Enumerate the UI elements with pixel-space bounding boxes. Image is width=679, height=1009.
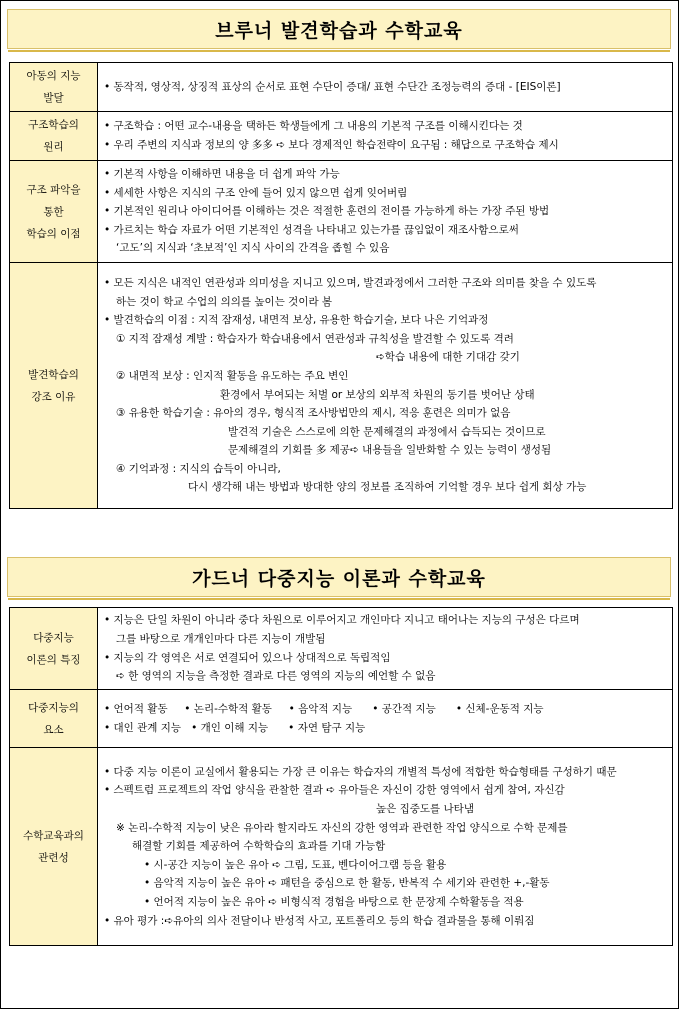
row-content [98,161,673,263]
row-label [10,263,98,509]
section1-title-underline [8,50,670,52]
row-label-line: 학습의 이점 [26,227,81,240]
content-line: • 가르치는 학습 자료가 어떤 기본적인 성격을 나타내고 있는가를 끊임없이 재조사함으로써 [104,223,519,236]
row-label-line: 구조 파악을 [26,183,81,196]
content-line: ① 지적 잠재성 계발 : 학습자가 학습내용에서 연관성과 규칙성을 발견할 수 있도록 격려 [116,332,514,345]
section2-title-underline [8,598,670,600]
content-line: • 동작적, 영상적, 상징적 표상의 순서로 표현 수단이 증대/ 표현 수단간 조정능력의 증대 - [EIS이론] [104,80,561,93]
content-line: ② 내면적 보상 : 인지적 활동을 유도하는 주요 변인 [116,369,349,382]
row-label-line: 원리 [43,141,64,153]
content-line: 하는 것이 학교 수업의 의의를 높이는 것이라 봄 [116,295,333,308]
row-label [10,161,98,263]
content-line: • 우리 주변의 지식과 정보의 양 多多 ➪ 보다 경제적인 학습전략이 요구됨 : 해답으로 구조학습 제시 [104,139,559,151]
table-row [10,748,673,946]
row-label-line: 통한 [43,205,64,218]
content-line: 문제해결의 기회를 多 제공➪ 내용들을 일반화할 수 있는 능력이 생성됨 [228,444,552,457]
content-line: ③ 유용한 학습기술 : 유아의 경우, 형식적 조사방법만의 제시, 적응 훈련은 의미가 없음 [116,407,511,420]
content-line: ➪학습 내용에 대한 기대감 갖기 [376,351,520,364]
row-label-line: 발견학습의 [28,368,79,381]
row-label-line: 관련성 [38,851,69,864]
table-row [10,608,673,690]
row-content [98,748,673,946]
table-row [10,63,673,112]
section1-title: 브루너 발견학습과 수학교육 [215,19,463,42]
content-line: • 시-공간 지능이 높은 유아 ➪ 그림, 도표, 벤다이어그램 등을 활용 [144,858,447,871]
row-label-line: 발달 [43,92,64,104]
content-line: • 유아 평가 :➪유아의 의사 전달이나 반성적 사고, 포트폴리오 등의 학습 결과물을 통해 이뤄짐 [104,914,535,927]
row-label-line: 강조 이유 [31,390,76,403]
content-line: ‘고도’의 지식과 ‘초보적’인 지식 사이의 간격을 좁힐 수 있음 [116,242,390,255]
row-content [98,263,673,509]
content-line: 환경에서 부여되는 처벌 or 보상의 외부적 차원의 동기를 벗어난 상태 [220,388,535,401]
content-line: • 지능은 단일 차원이 아니라 중다 차원으로 이루어지고 개인마다 지니고 태어나는 지능의 구성은 다르며 [104,614,580,627]
row-label [10,63,98,112]
content-line: • 모든 지식은 내적인 연관성과 의미성을 지니고 있으며, 발견과정에서 그러한 구조와 의미를 찾을 수 있도록 [104,276,597,289]
content-line: 발견적 기술은 스스로에 의한 문제해결의 과정에서 습득되는 것이므로 [228,425,546,438]
row-label-line: 요소 [43,723,64,736]
row-label [10,608,98,690]
content-line: ④ 기억과정 : 지식의 습득이 아니라, [116,462,281,475]
content-line: • 언어적 활동 • 논리-수학적 활동 • 음악적 지능 • 공간적 지능 • 신체-운동적 지능 [104,702,544,715]
content-line: 높은 집중도를 나타냄 [376,803,474,816]
content-line: • 지능의 각 영역은 서로 연결되어 있으나 상대적으로 독립적임 [104,651,391,664]
row-label [10,690,98,748]
table-row [10,161,673,263]
section1-table [9,62,673,509]
row-content [98,112,673,161]
content-line: 그를 바탕으로 개개인마다 다른 지능이 개발됨 [116,632,326,645]
table-row [10,690,673,748]
section2-title-box [7,557,671,597]
row-label [10,112,98,161]
content-line: 해결할 기회를 제공하여 수학학습의 효과를 기대 가능함 [132,840,386,853]
table-row [10,112,673,161]
section2-title: 가드너 다중지능 이론과 수학교육 [192,567,486,590]
row-content [98,608,673,690]
content-line: ※ 논리-수학적 지능이 낮은 유아라 할지라도 자신의 강한 영역과 관련한 작업 양식으로 수학 문제를 [116,821,568,834]
content-line: • 언어적 지능이 높은 유아 ➪ 비형식적 경험을 바탕으로 한 문장제 수학활동을 적용 [144,895,524,908]
row-label-line: 수학교육과의 [23,829,84,842]
row-label [10,748,98,946]
row-content [98,690,673,748]
content-line: ➪ 한 영역의 지능을 측정한 결과로 다른 영역의 지능의 예언할 수 없음 [116,670,436,683]
content-line: • 스펙트럼 프로젝트의 작업 양식을 관찰한 결과 ➪ 유아들은 자신이 강한 영역에서 쉽게 참여, 자신감 [104,784,565,797]
content-line: • 구조학습 : 어떤 교수-내용을 택하든 학생들에게 그 내용의 기본적 구조를 이해시킨다는 것 [104,120,523,133]
content-line: 다시 생각해 내는 방법과 방대한 양의 정보를 조직하여 기억할 경우 보다 쉽게 회상 가능 [188,481,587,494]
content-line: • 발견학습의 이점 : 지적 잠재성, 내면적 보상, 유용한 학습기술, 보다 나은 기억과정 [104,314,489,327]
content-line: • 대인 관계 지능 • 개인 이해 지능 • 자연 탐구 지능 [104,721,366,734]
content-line: • 세세한 사항은 지식의 구조 안에 들어 있지 않으면 쉽게 잊어버림 [104,186,408,199]
content-line: • 기본적인 원리나 아이디어를 이해하는 것은 적절한 훈련의 전이를 가능하게 하는 가장 주된 방법 [104,205,550,218]
section2-table [9,607,673,946]
table-row [10,263,673,509]
row-label-line: 이론의 특징 [26,653,81,666]
row-content [98,63,673,112]
row-label-line: 다중지능 [33,631,74,644]
content-line: • 기본적 사항을 이해하면 내용을 더 쉽게 파악 가능 [104,168,340,181]
row-label-line: 구조학습의 [28,119,79,131]
row-label-line: 아동의 지능 [26,70,81,82]
section1-title-box [7,9,671,49]
content-line: • 다중 지능 이론이 교실에서 활용되는 가장 큰 이유는 학습자의 개별적 특성에 적합한 학습형태를 구성하기 때문 [104,765,617,778]
row-label-line: 다중지능의 [28,701,79,714]
content-line: • 음악적 지능이 높은 유아 ➪ 패턴을 중심으로 한 활동, 반복적 수 세기와 관련한 +,-활동 [144,877,550,890]
